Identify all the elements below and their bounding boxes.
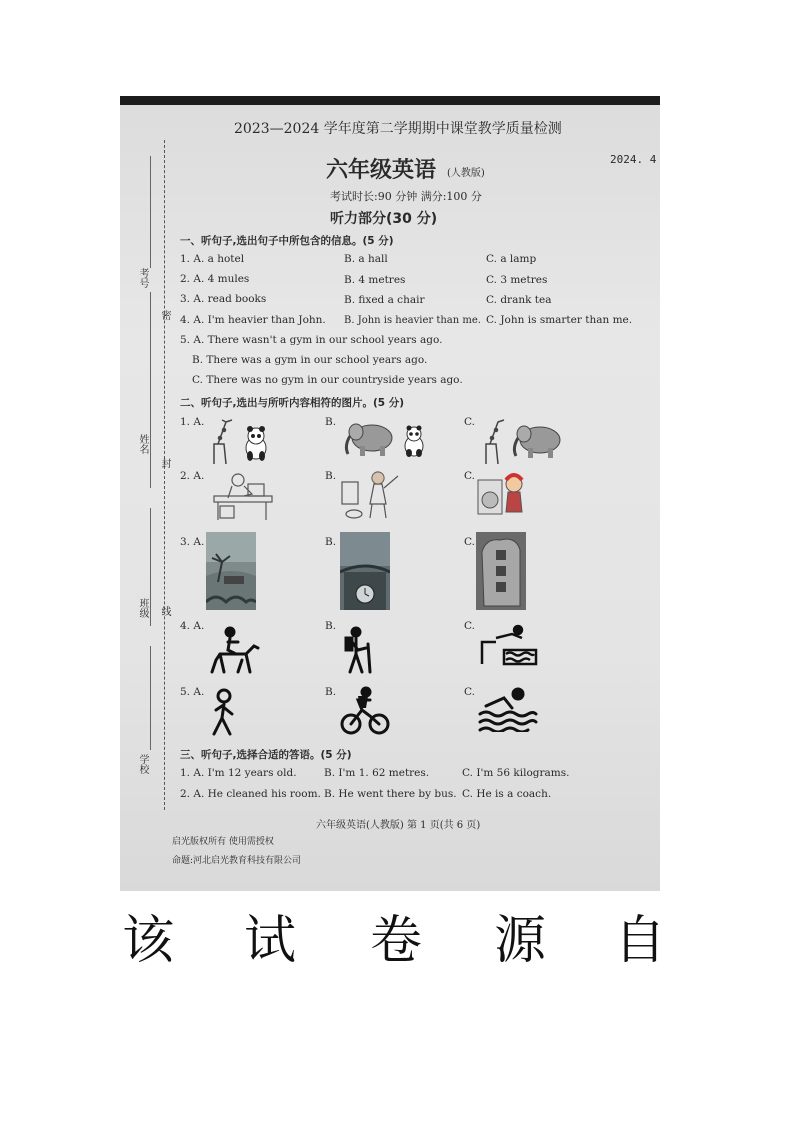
mi-label: 密	[159, 310, 170, 320]
p2-r2-a-label: 2. A.	[180, 470, 205, 482]
p3-q2-b: B. He went there by bus.	[324, 788, 457, 800]
harbin-poster-image	[340, 532, 390, 610]
p2-r1-c-label: C.	[464, 416, 475, 428]
binding-line	[150, 292, 151, 488]
grade-subject: 六年级英语	[326, 158, 437, 183]
p1-q4-b: B. John is heavier than me.	[344, 315, 481, 326]
walking-icon	[210, 688, 240, 738]
p2-r3-c-label: C.	[464, 536, 475, 548]
xingming-label: 姓名	[137, 434, 148, 454]
p1-q1-c: C. a lamp	[486, 253, 537, 265]
p3-q1-a: 1. A. I'm 12 years old.	[180, 767, 297, 779]
p1-q2-a: 2. A. 4 mules	[180, 273, 250, 285]
exam-paper-photo	[120, 96, 660, 891]
p2-r1-a-label: 1. A.	[180, 416, 205, 428]
p1-q5-a: 5. A. There wasn't a gym in our school years ago.	[180, 334, 443, 346]
caption-char-2: 试	[244, 911, 297, 971]
p3-q2-a: 2. A. He cleaned his room.	[180, 788, 321, 800]
cycling-icon	[340, 686, 390, 736]
p2-r2-b-label: B.	[325, 470, 337, 482]
p3-q1-b: B. I'm 1. 62 metres.	[324, 767, 430, 779]
caption-char-3: 卷	[370, 911, 423, 971]
p2-r3-b-label: B.	[325, 536, 337, 548]
kaohao-label: 考号	[137, 268, 148, 288]
p2-r5-a-label: 5. A.	[180, 686, 205, 698]
swimming-pool-dive-icon	[478, 624, 538, 668]
p1-q3-c: C. drank tea	[486, 294, 552, 306]
part2-heading: 二、听句子,选出与所听内容相符的图片。(5 分)	[180, 397, 405, 409]
p2-r4-b-label: B.	[325, 620, 337, 632]
part1-heading: 一、听句子,选出句子中所包含的信息。(5 分)	[180, 235, 394, 247]
binding-dashed-line	[164, 140, 165, 810]
edition: (人教版)	[447, 168, 485, 179]
boy-reading-desk-image	[208, 470, 278, 522]
feng-label: 封	[159, 458, 170, 468]
p1-q4-c: C. John is smarter than me.	[486, 314, 633, 326]
time-score: 考试时长:90 分钟 满分:100 分	[330, 190, 482, 203]
p3-q1-c: C. I'm 56 kilograms.	[462, 767, 570, 779]
horse-riding-icon	[206, 626, 262, 674]
caption-char-5: 自	[614, 911, 667, 971]
p2-r5-b-label: B.	[325, 686, 337, 698]
p1-q2-b: B. 4 metres	[344, 274, 406, 286]
p3-q2-c: C. He is a coach.	[462, 788, 552, 800]
hiking-icon	[344, 626, 374, 676]
p1-q5-c: C. There was no gym in our countryside years ago.	[192, 374, 463, 386]
p1-q2-c: C. 3 metres	[486, 274, 548, 286]
caption-char-4: 源	[494, 911, 547, 971]
copyright-note: 启光版权所有 使用需授权	[172, 837, 274, 847]
p2-r4-a-label: 4. A.	[180, 620, 205, 632]
swimming-icon	[478, 686, 538, 732]
woman-cleaning-image	[338, 468, 408, 522]
p2-r1-b-label: B.	[325, 416, 337, 428]
part3-heading: 三、听句子,选择合适的答语。(5 分)	[180, 749, 352, 761]
section-title: 听力部分(30 分)	[330, 211, 438, 227]
p2-r4-c-label: C.	[464, 620, 475, 632]
binding-line	[150, 156, 151, 268]
elephant-panda-image	[340, 416, 430, 461]
p2-r3-a-label: 3. A.	[180, 536, 205, 548]
p1-q3-b: B. fixed a chair	[344, 294, 425, 306]
banji-label: 班级	[137, 598, 148, 618]
giraffe-elephant-image	[476, 414, 566, 466]
p1-q4-a: 4. A. I'm heavier than John.	[180, 314, 326, 326]
sanya-beach-poster-image	[206, 532, 256, 610]
photo-top-edge	[120, 96, 660, 105]
binding-line	[150, 508, 151, 626]
p1-q3-a: 3. A. read books	[180, 293, 267, 305]
p1-q5-b: B. There was a gym in our school years ago.	[192, 354, 428, 366]
xuexiao-label: 学校	[137, 754, 148, 774]
p2-r2-c-label: C.	[464, 470, 475, 482]
turpan-grape-stone-image	[476, 532, 526, 610]
exam-date: 2024. 4	[610, 153, 657, 166]
giraffe-panda-image	[204, 414, 274, 466]
p1-q1-a: 1. A. a hotel	[180, 253, 245, 265]
binding-line	[150, 646, 151, 750]
page-footer: 六年级英语(人教版) 第 1 页(共 6 页)	[316, 820, 481, 831]
author-note: 命题:河北启光教育科技有限公司	[172, 856, 302, 866]
exam-title: 2023—2024 学年度第二学期期中课堂教学质量检测	[234, 121, 562, 137]
xian-label: 线	[159, 606, 170, 616]
p2-r5-c-label: C.	[464, 686, 475, 698]
caption-char-1: 该	[122, 911, 175, 971]
p1-q1-b: B. a hall	[344, 253, 388, 265]
girl-washing-machine-image	[476, 470, 530, 524]
